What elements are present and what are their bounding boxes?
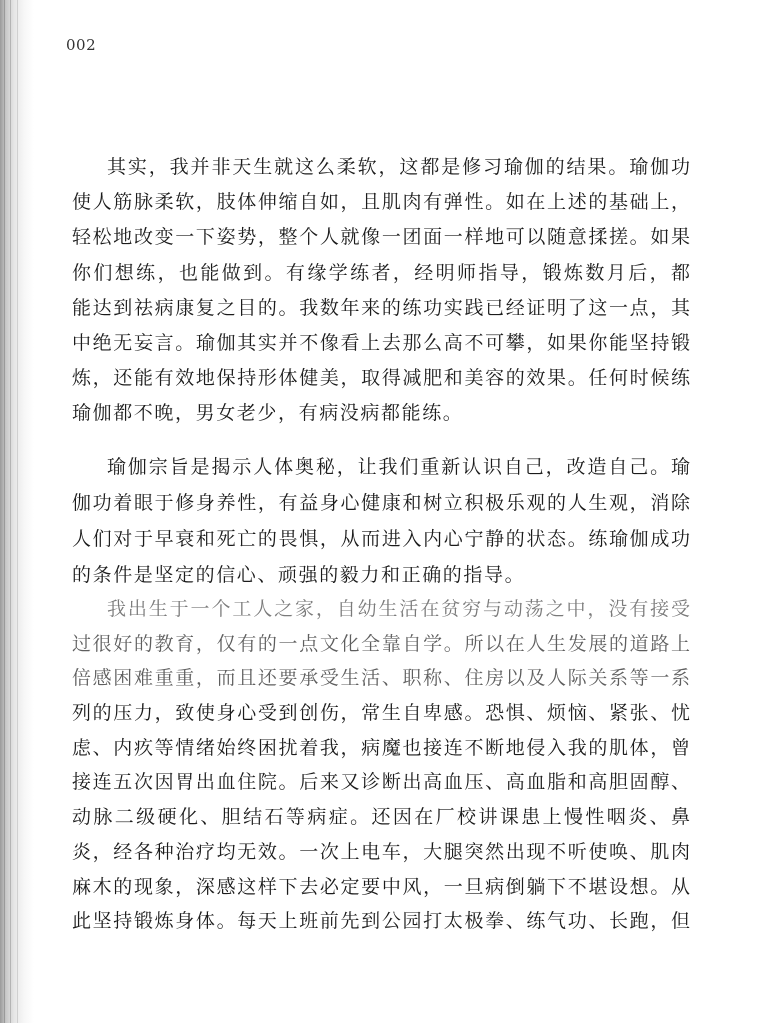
text-line: 瑜伽都不晚，男女老少，有病没病都能练。 (72, 402, 464, 425)
text-line: 倍感困难重重，而且还要承受生活、职称、住房以及人际关系等一系 (72, 667, 690, 690)
text-line: 其实，我并非天生就这么柔软，这都是修习瑜伽的结果。瑜伽功 (107, 156, 690, 178)
text-line: 炼，还能有效地保持形体健美，取得减肥和美容的效果。任何时候练 (72, 367, 690, 390)
text-line: 人们对于早衰和死亡的畏惧，从而进入内心宁静的状态。练瑜伽成功 (72, 528, 690, 550)
paragraph (72, 150, 690, 432)
text-line: 虑、内疚等情绪始终困扰着我，病魔也接连不断地侵入我的肌体，曾 (72, 736, 690, 759)
text-line: 接连五次因胃出血住院。后来又诊断出高血压、高血脂和高胆固醇、 (72, 771, 690, 794)
text-line: 瑜伽宗旨是揭示人体奥秘，让我们重新认识自己，改造自己。瑜 (107, 456, 690, 478)
text-line: 动脉二级硬化、胆结石等病症。还因在厂校讲课患上慢性咽炎、鼻 (72, 806, 690, 829)
text-line: 你们想练，也能做到。有缘学练者，经明师指导，锻炼数月后，都 (72, 261, 690, 284)
page-number: 002 (66, 36, 97, 54)
paragraph (72, 449, 690, 593)
text-line: 使人筋脉柔软，肢体伸缩自如，且肌肉有弹性。如在上述的基础上， (72, 191, 690, 214)
text-line: 的条件是坚定的信心、顽强的毅力和正确的指导。 (72, 564, 526, 586)
scan-edge-line (10, 0, 11, 1023)
text-line: 中绝无妄言。瑜伽其实并不像看上去那么高不可攀，如果你能坚持锻 (72, 331, 690, 354)
scan-edge-line (17, 0, 18, 1023)
text-line: 此坚持锻炼身体。每天上班前先到公园打太极拳、练气功、长跑，但 (72, 910, 690, 933)
text-line: 伽功着眼于修身养性，有益身心健康和树立积极乐观的人生观，消除 (72, 492, 690, 514)
text-line: 麻木的现象，深感这样下去必定要中风，一旦病倒躺下不堪设想。从 (72, 875, 690, 898)
text-line: 我出生于一个工人之家，自幼生活在贫穷与动荡之中，没有接受 (107, 598, 690, 620)
text-line: 炎，经各种治疗均无效。一次上电车，大腿突然出现不听使唤、肌肉 (72, 840, 690, 863)
text-line: 轻松地改变一下姿势，整个人就像一团面一样地可以随意揉搓。如果 (72, 226, 690, 249)
scan-edge-line (4, 0, 5, 1023)
text-line: 过很好的教育，仅有的一点文化全靠自学。所以在人生发展的道路上 (72, 632, 690, 655)
text-line: 列的压力，致使身心受到创伤，常生自卑感。恐惧、烦恼、紧张、忧 (72, 702, 690, 725)
paragraph (72, 592, 690, 939)
text-line: 能达到祛病康复之目的。我数年来的练功实践已经证明了这一点，其 (72, 296, 690, 319)
